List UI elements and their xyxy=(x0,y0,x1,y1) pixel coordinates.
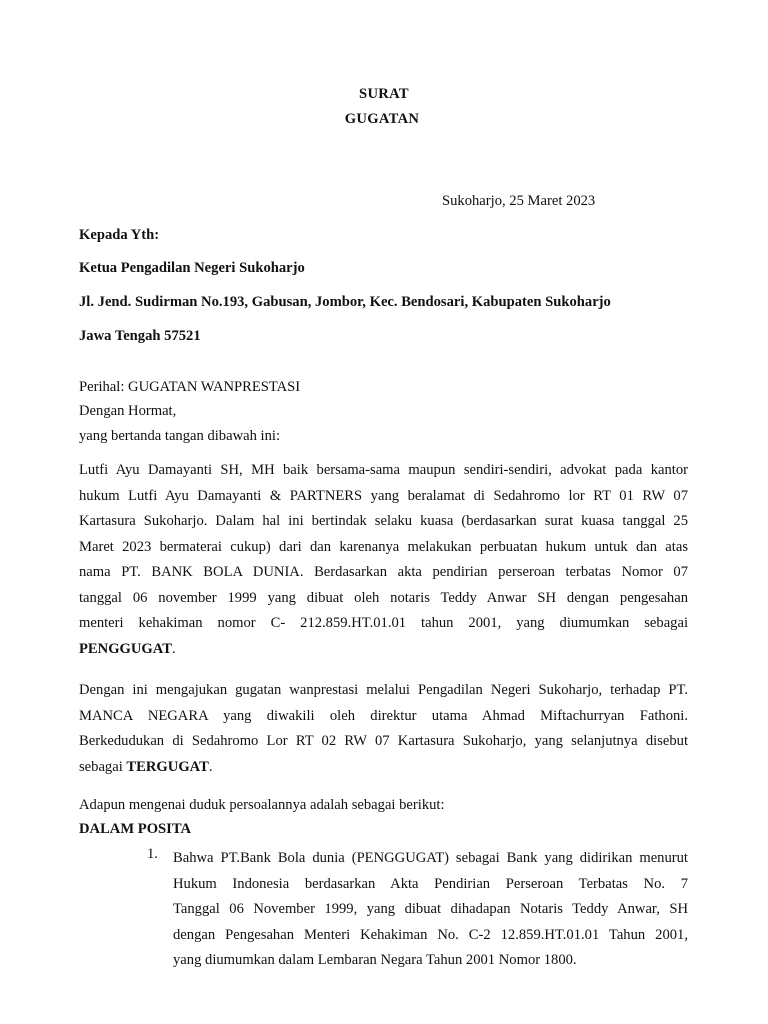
paragraph-line: MANCA NEGARA yang diwakili oleh direktur utama Ahmad Miftachurryan Fathoni. xyxy=(79,707,688,724)
paragraph-line: Maret 2023 bermaterai cukup) dari dan karenanya melakukan perbuatan hukum untuk dan atas xyxy=(79,538,688,555)
list-item-line: yang diumumkan dalam Lembaran Negara Tahun 2001 Nomor 1800. xyxy=(173,952,577,968)
recipient-salutation: Kepada Yth: xyxy=(79,227,160,243)
paragraph-line: Berkedudukan di Sedahromo Lor RT 02 RW 07 Kartasura Sukoharjo, yang selanjutnya disebut xyxy=(79,733,688,749)
plaintiff-label: PENGGUGAT xyxy=(79,640,172,657)
defendant-label: TERGUGAT xyxy=(126,758,209,775)
document-title-line1: SURAT xyxy=(359,86,409,102)
list-item-line: Bahwa PT.Bank Bola dunia (PENGGUGAT) sebagai Bank yang didirikan menurut xyxy=(173,850,688,866)
paragraph-line: hukum Lutfi Ayu Damayanti & PARTNERS yang beralamat di Sedahromo lor RT 01 RW 07 xyxy=(79,487,688,504)
paragraph-line: nama PT. BANK BOLA DUNIA. Berdasarkan akta pendirian perseroan terbatas Nomor 07 xyxy=(79,564,688,580)
paragraph-line xyxy=(79,755,688,781)
list-item-line: Tanggal 06 November 1999, yang dibuat dihadapan Notaris Teddy Anwar, SH xyxy=(173,901,688,917)
list-item-line: Hukum Indonesia berdasarkan Akta Pendirian Perseroan Terbatas No. 7 xyxy=(173,875,688,892)
paragraph-line xyxy=(79,637,688,663)
list-item-line: dengan Pengesahan Menteri Kehakiman No. C-2 12.859.HT.01.01 Tahun 2001, xyxy=(173,926,688,943)
punctuation: . xyxy=(171,640,176,657)
recipient-address: Jl. Jend. Sudirman No.193, Gabusan, Jombor, Kec. Bendosari, Kabupaten Sukoharjo xyxy=(79,294,611,310)
recipient-region: Jawa Tengah 57521 xyxy=(79,328,201,344)
punctuation: . xyxy=(208,758,213,775)
intro-line: yang bertanda tangan dibawah ini: xyxy=(79,428,280,444)
paragraph-line: Kartasura Sukoharjo. Dalam hal ini bertindak selaku kuasa (berdasarkan surat kuasa tanggal 25 xyxy=(79,513,688,529)
recipient-name: Ketua Pengadilan Negeri Sukoharjo xyxy=(79,260,305,276)
list-number: 1. xyxy=(147,846,158,862)
facts-intro: Adapun mengenai duduk persoalannya adalah sebagai berikut: xyxy=(79,797,445,813)
paragraph-plaintiff xyxy=(79,458,688,662)
paragraph-line: menteri kehakiman nomor C- 212.859.HT.01.01 tahun 2001, yang diumumkan sebagai xyxy=(79,615,688,631)
document-title-line2: GUGATAN xyxy=(344,111,420,127)
section-heading: DALAM POSITA xyxy=(79,821,192,837)
subject-line: Perihal: GUGATAN WANPRESTASI xyxy=(79,379,301,395)
list-item xyxy=(173,846,688,974)
paragraph-line: Lutfi Ayu Damayanti SH, MH baik bersama-sama maupun sendiri-sendiri, advokat pada kantor xyxy=(79,462,688,478)
greeting: Dengan Hormat, xyxy=(79,403,177,419)
place-date: Sukoharjo, 25 Maret 2023 xyxy=(442,193,596,209)
paragraph-line: Dengan ini mengajukan gugatan wanprestasi melalui Pengadilan Negeri Sukoharjo, terhadap PT. xyxy=(79,682,688,698)
paragraph-line: tanggal 06 november 1999 yang dibuat oleh notaris Teddy Anwar SH dengan pengesahan xyxy=(79,589,688,606)
paragraph-text: sebagai xyxy=(79,758,127,775)
paragraph-defendant xyxy=(79,678,688,780)
